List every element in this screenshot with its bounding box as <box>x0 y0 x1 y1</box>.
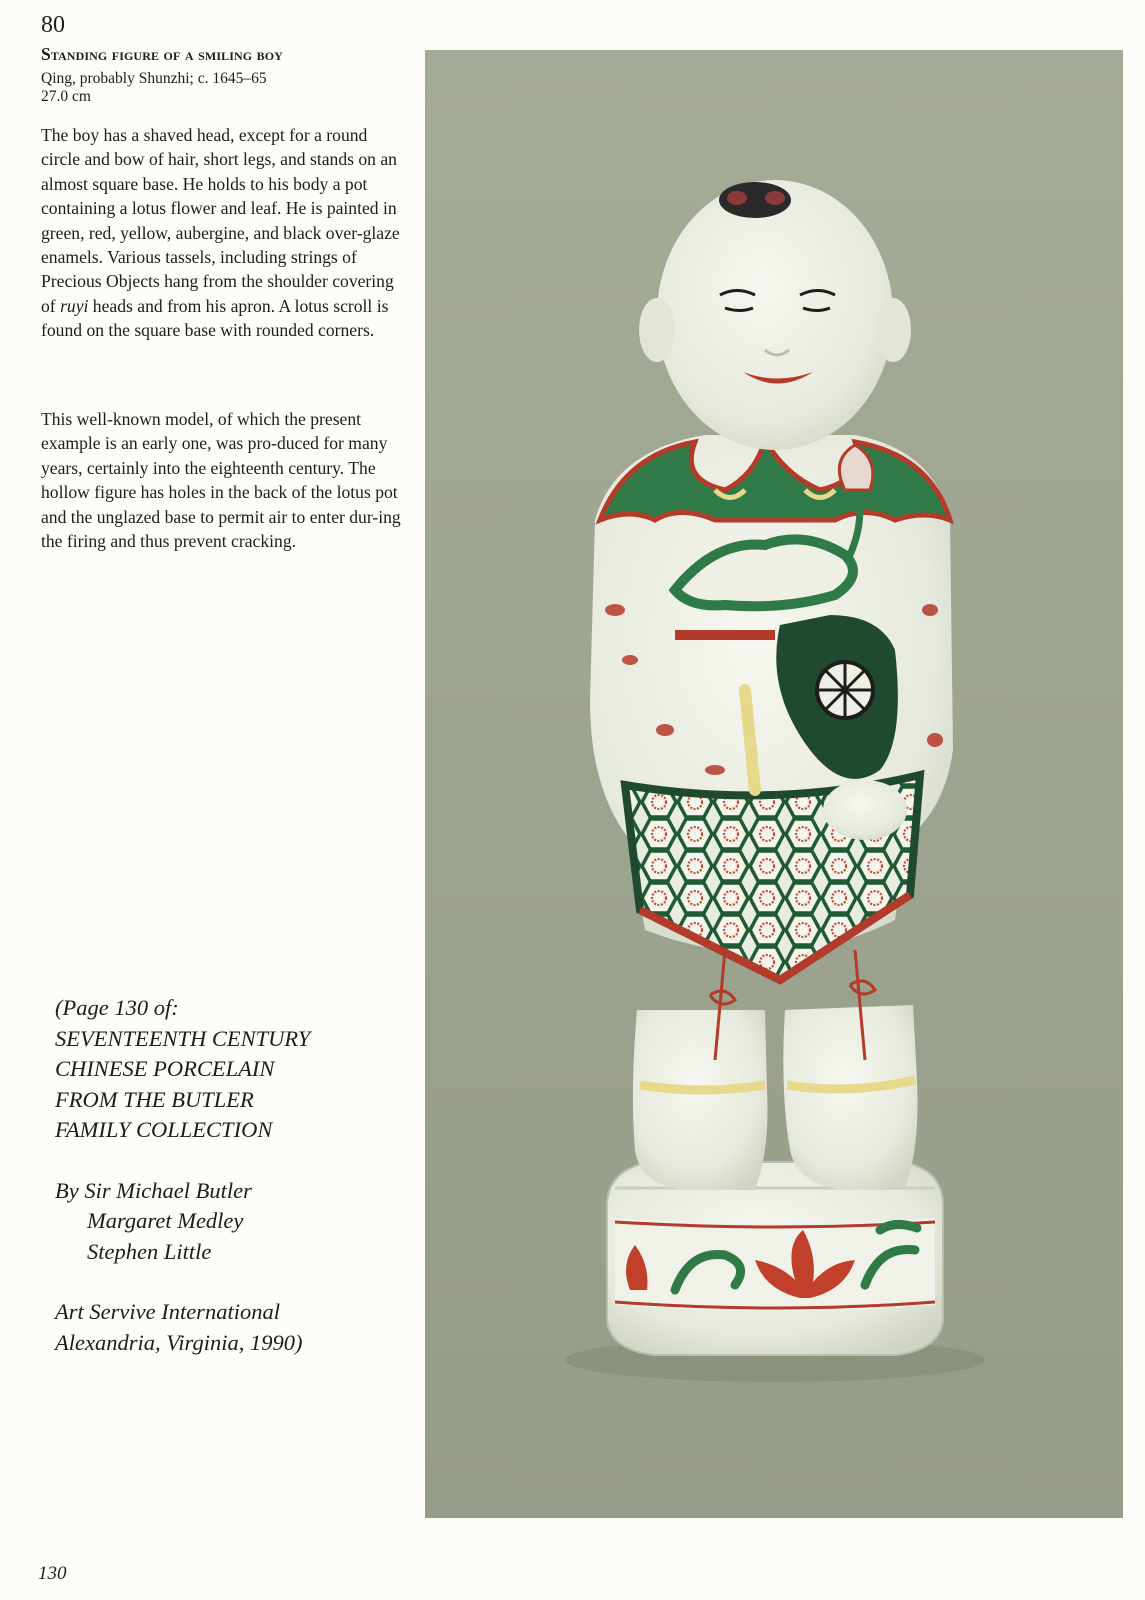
porcelain-figure-photo <box>425 50 1123 1518</box>
citation-book-title: CHINESE PORCELAIN <box>55 1056 275 1081</box>
description-text: The boy has a shaved head, except for a round circle and bow of hair, short legs, and stands on an almost square base. He holds to his body a pot containing a lotus flower and leaf. He is painted in green, red, yellow, aubergine, and black over-glaze enamels. Various tassels, including strings of Precious Objects hang from the shoulder covering of <box>41 125 400 316</box>
description-text: heads and from his apron. A lotus scroll is found on the square base with rounded corners. <box>41 295 389 341</box>
citation-author: Margaret Medley <box>87 1208 244 1233</box>
description-paragraph-1 <box>41 123 403 343</box>
boy-hand <box>823 780 907 840</box>
citation-book-title: FROM THE BUTLER <box>55 1086 254 1112</box>
entry-title: Standing figure of a smiling boy <box>41 44 283 64</box>
citation-author: By Sir Michael Butler <box>55 1177 252 1203</box>
description-paragraph-2: This well-known model, of which the present example is an early one, was pro-duced for many years, certainly into the eighteenth century. The hollow figure has holes in the back of the lotus pot and the unglazed base to permit air to enter dur-ing the firing and thus prevent cracking. <box>41 409 401 552</box>
citation-publisher: Art Servive International <box>55 1299 280 1324</box>
citation-author: Stephen Little <box>87 1238 212 1264</box>
entry-size: 27.0 cm <box>41 88 91 105</box>
page-number: 130 <box>38 1563 67 1584</box>
source-citation <box>55 993 405 1358</box>
entry-number: 80 <box>41 12 65 38</box>
ruyi-term: ruyi <box>60 295 89 316</box>
citation-book-title: FAMILY COLLECTION <box>55 1117 273 1142</box>
smiling-boy-figure-illustration <box>425 50 1123 1518</box>
citation-place-date: Alexandria, Virginia, 1990) <box>55 1329 303 1355</box>
boy-legs <box>633 950 918 1190</box>
boy-head <box>639 180 911 450</box>
citation-page-ref: (Page 130 of: <box>55 995 179 1020</box>
citation-book-title: SEVENTEENTH CENTURY <box>55 1025 311 1051</box>
hair-bow <box>719 182 791 218</box>
square-base <box>607 1162 943 1355</box>
entry-dating: Qing, probably Shunzhi; c. 1645–65 <box>41 70 267 87</box>
boy-torso <box>590 435 953 980</box>
